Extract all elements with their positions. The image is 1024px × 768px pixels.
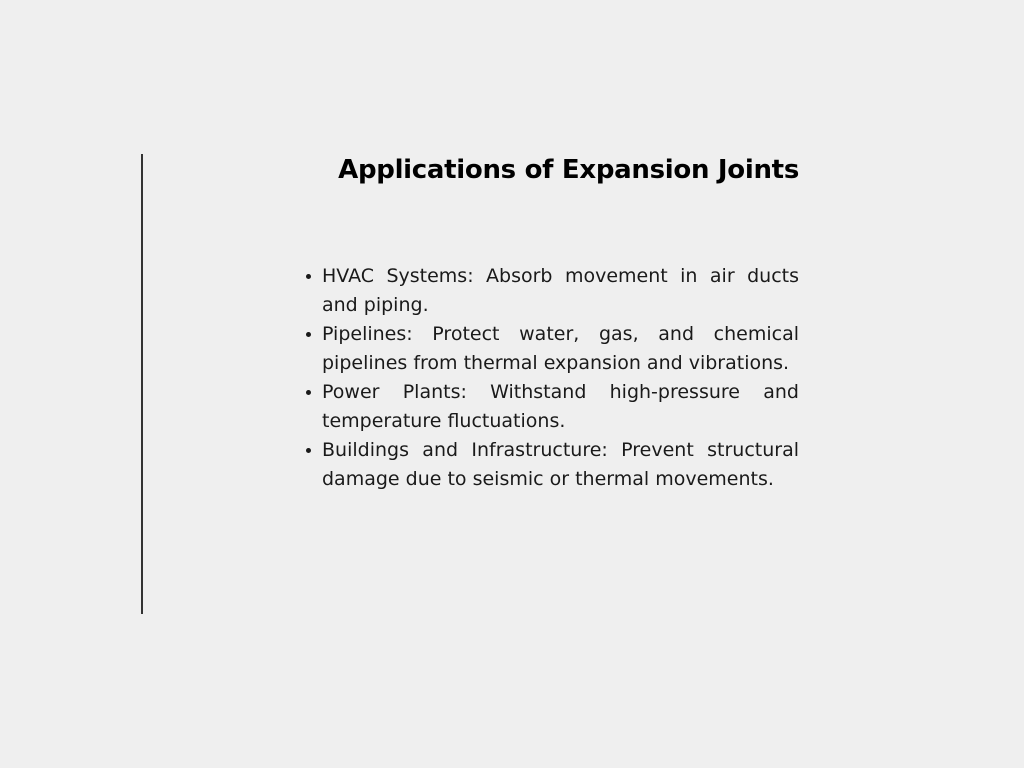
slide-title: Applications of Expansion Joints <box>338 155 799 185</box>
bullet-text: HVAC Systems: Absorb movement in air ducts and piping. <box>322 265 799 316</box>
vertical-divider <box>141 154 143 614</box>
bullet-item <box>322 436 799 494</box>
bullet-item <box>322 378 799 436</box>
bullet-dot-icon <box>306 274 311 279</box>
bullet-dot-icon <box>306 332 311 337</box>
bullet-item <box>322 262 799 320</box>
bullet-dot-icon <box>306 448 311 453</box>
bullet-text: Power Plants: Withstand high-pressure and temperature fluctuations. <box>322 381 799 432</box>
bullet-item <box>322 320 799 378</box>
bullet-text: Pipelines: Protect water, gas, and chemical pipelines from thermal expansion and vibrations. <box>322 323 799 374</box>
bullet-dot-icon <box>306 390 311 395</box>
bullet-text: Buildings and Infrastructure: Prevent structural damage due to seismic or thermal movements. <box>322 439 799 490</box>
bullet-list <box>322 262 799 494</box>
